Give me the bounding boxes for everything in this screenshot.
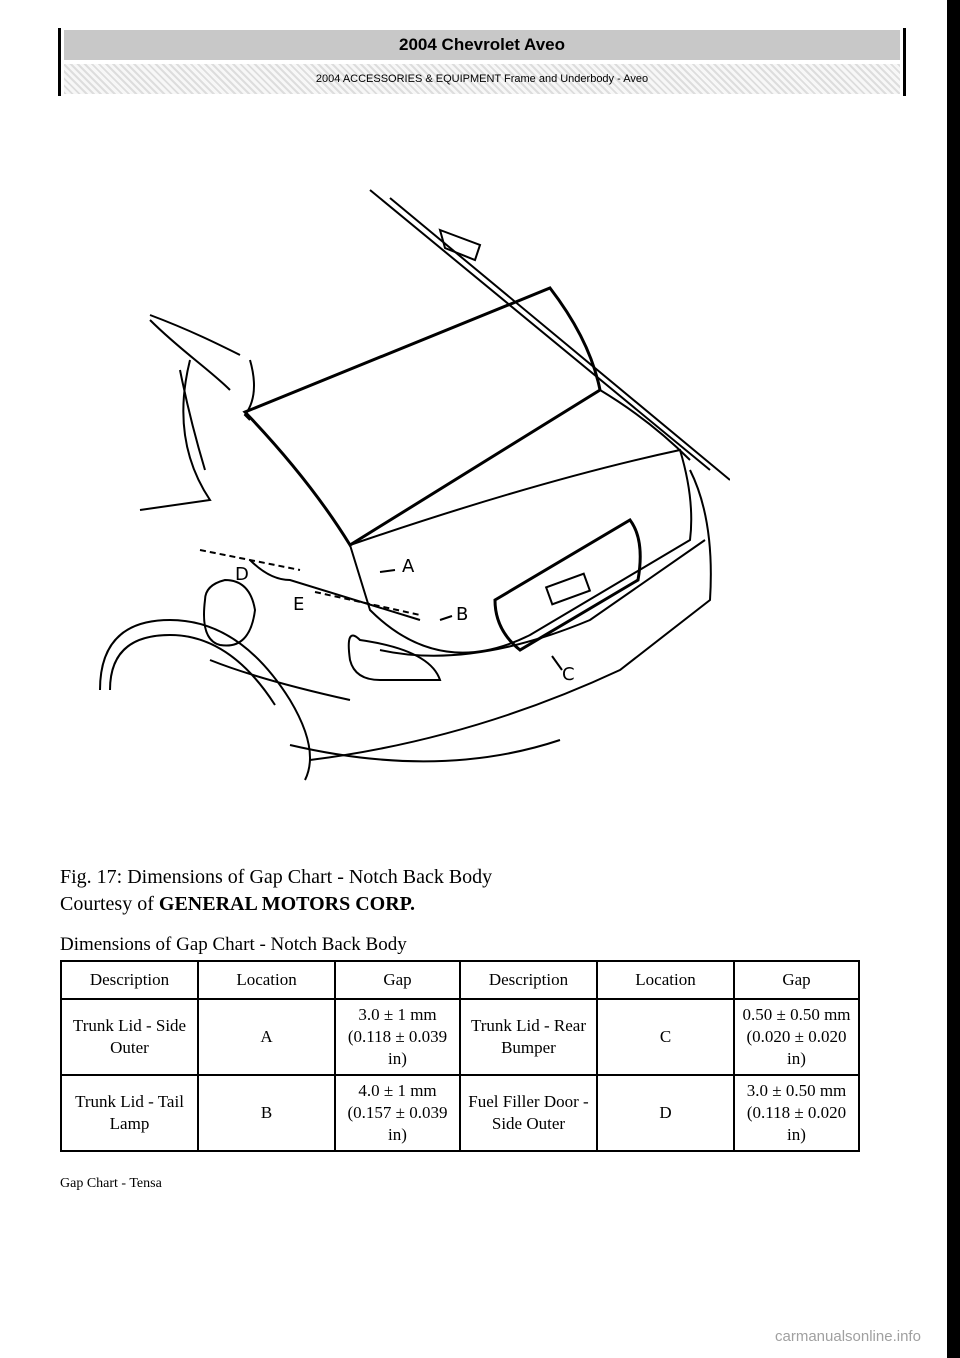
table-cell: 0.50 ± 0.50 mm (0.020 ± 0.020 in)	[734, 999, 859, 1075]
table-header-row	[61, 961, 859, 999]
callout-c: C	[562, 664, 575, 685]
table-cell: 3.0 ± 0.50 mm (0.118 ± 0.020 in)	[734, 1075, 859, 1151]
document-title: 2004 Chevrolet Aveo	[64, 30, 900, 60]
figure-caption	[60, 864, 492, 918]
header-right-bar	[903, 28, 906, 96]
column-header-description: Description	[61, 961, 198, 999]
callout-a: A	[402, 556, 415, 577]
tail-lamp	[349, 636, 440, 681]
right-edge-bar	[947, 0, 960, 1358]
caption-credit: GENERAL MOTORS CORP.	[158, 893, 416, 915]
column-header-gap: Gap	[335, 961, 460, 999]
page-header	[58, 26, 906, 96]
callout-b: B	[456, 604, 469, 625]
table-row	[61, 1075, 859, 1151]
footnote: Gap Chart - Tensa	[60, 1176, 162, 1191]
caption-prefix: Courtesy of	[60, 893, 154, 915]
table-cell: 3.0 ± 1 mm (0.118 ± 0.039 in)	[335, 999, 460, 1075]
table-cell: Fuel Filler Door - Side Outer	[460, 1075, 597, 1151]
document-subtitle: 2004 ACCESSORIES & EQUIPMENT Frame and Underbody - Aveo	[64, 64, 900, 94]
column-header-description: Description	[460, 961, 597, 999]
table-cell: A	[198, 999, 335, 1075]
callout-d: D	[235, 564, 249, 585]
table-cell: Trunk Lid - Side Outer	[61, 999, 198, 1075]
callout-e: E	[293, 594, 305, 615]
header-left-bar	[58, 28, 61, 96]
table-cell: Trunk Lid - Tail Lamp	[61, 1075, 198, 1151]
column-header-location: Location	[198, 961, 335, 999]
rear-window	[245, 288, 600, 545]
table-cell: 4.0 ± 1 mm (0.157 ± 0.039 in)	[335, 1075, 460, 1151]
table-cell: Trunk Lid - Rear Bumper	[460, 999, 597, 1075]
table-title: Dimensions of Gap Chart - Notch Back Body	[60, 934, 407, 955]
license-plate-recess	[495, 520, 640, 650]
caption-title: Fig. 17: Dimensions of Gap Chart - Notch Back Body	[60, 866, 493, 888]
table-cell: B	[198, 1075, 335, 1151]
table-cell: C	[597, 999, 734, 1075]
notch-back-body-diagram	[90, 180, 730, 800]
watermark: carmanualsonline.info	[775, 1328, 921, 1345]
column-header-gap: Gap	[734, 961, 859, 999]
rear-bumper	[310, 470, 711, 760]
column-header-location: Location	[597, 961, 734, 999]
gap-chart-table	[60, 960, 860, 1152]
table-cell: D	[597, 1075, 734, 1151]
table-row	[61, 999, 859, 1075]
